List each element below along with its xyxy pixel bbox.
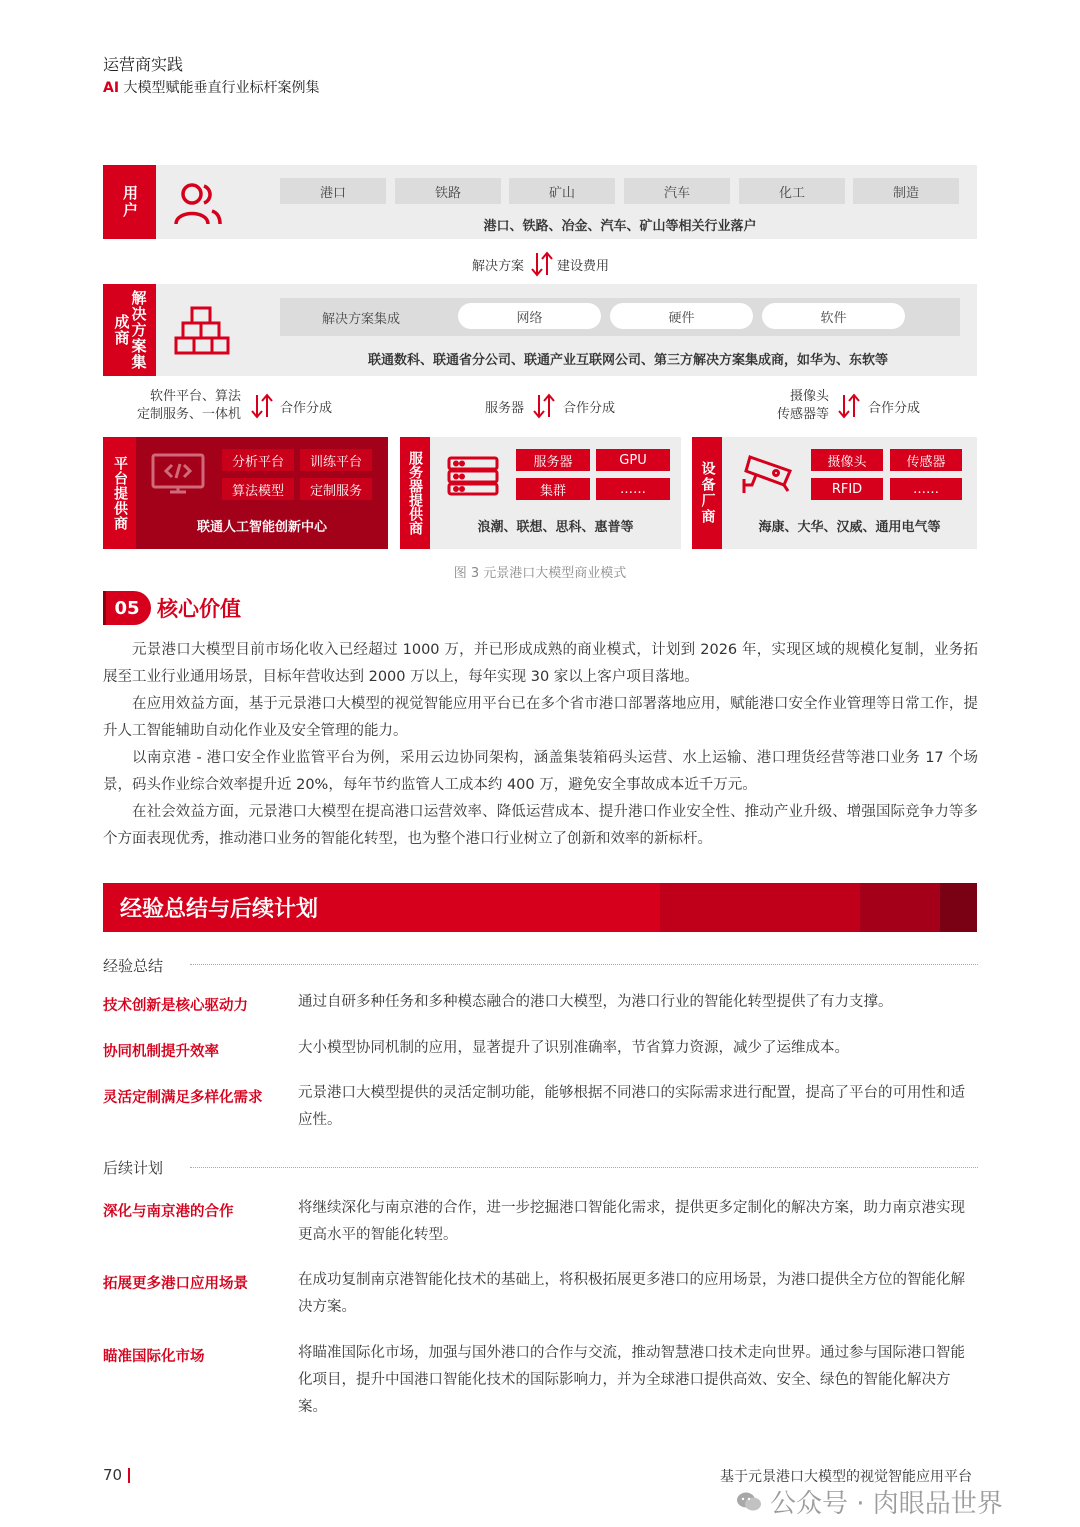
server-rack-icon (447, 456, 499, 500)
user-chip: 制造 (853, 178, 959, 204)
banner-accent (940, 883, 977, 932)
wechat-icon (736, 1491, 762, 1513)
server-chip: GPU (596, 449, 670, 471)
users-icon (172, 180, 224, 232)
paragraph: 元景港口大模型目前市场化收入已经超过 1000 万，并已形成成熟的商业模式，计划到 2026 年，实现区域的规模化复制，业务拓展至工业行业通用场景，目标年营收达到 2000 万以上，每年实现 30 家以上客户项目落地。 (103, 642, 978, 685)
integrators-label-text: 解决方案集成商 (112, 290, 148, 370)
paragraph: 在应用效益方面，基于元景港口大模型的视觉智能应用平台已在多个省市港口部署落地应用，赋能港口安全作业管理等日常工作，提升人工智能辅助自动化作业及安全管理的能力。 (103, 696, 978, 739)
cubes-icon (174, 305, 230, 359)
header-subtitle-text: 大模型赋能垂直行业标杆案例集 (123, 80, 320, 96)
section-title: 核心价值 (157, 597, 241, 621)
plan-key: 拓展更多港口应用场景 (103, 1276, 248, 1292)
code-monitor-icon (150, 452, 206, 502)
flow-solution-label: 解决方案 (471, 259, 524, 274)
platform-label (103, 437, 136, 549)
experience-value: 通过自研多种任务和多种模态融合的港口大模型，为港口行业的智能化转型提供了有力支撑。 (298, 994, 893, 1010)
user-chip: 化工 (739, 178, 845, 204)
devices-summary: 海康、大华、汉威、通用电气等 (758, 520, 941, 535)
flow-share-label: 合作分成 (280, 401, 333, 416)
user-chip: 汽车 (624, 178, 730, 204)
security-camera-icon (740, 451, 796, 501)
experience-key: 技术创新是核心驱动力 (103, 998, 248, 1014)
flow-device-line: 摄像头 传感器等 (776, 389, 829, 422)
plan-subtitle: 后续计划 (103, 1159, 164, 1177)
integration-pill: 硬件 (610, 303, 753, 329)
page-number-text: 70 (103, 1466, 123, 1484)
banner-title: 经验总结与后续计划 (120, 897, 319, 922)
section-number-badge (103, 591, 151, 625)
integration-pill: 网络 (458, 303, 601, 329)
platform-chip: 定制服务 (300, 478, 372, 500)
platform-chip: 分析平台 (222, 449, 294, 471)
page-number-bar (128, 1468, 130, 1483)
user-chip: 港口 (280, 178, 386, 204)
users-summary: 港口、铁路、冶金、汽车、矿山等相关行业落户 (483, 219, 757, 234)
servers-label-text: 服务器提供商 (407, 451, 423, 535)
watermark-text: 公众号 · 肉眼品世界 (770, 1489, 1003, 1519)
dotted-divider (190, 1167, 978, 1168)
integrators-summary: 联通数科、联通省分公司、联通产业互联网公司、第三方解决方案集成商，如华为、东软等 (367, 353, 888, 368)
plan-value: 将继续深化与南京港的合作，进一步挖掘港口智能化需求，提供更多定制化的解决方案，助力南京港实现更高水平的智能化转型。 (298, 1200, 965, 1243)
experience-subtitle: 经验总结 (103, 957, 164, 975)
integrators-label (103, 284, 156, 376)
header-title: 运营商实践 (103, 55, 184, 74)
section-accent-bar (103, 591, 106, 625)
flow-fee-label: 建设费用 (557, 259, 610, 274)
devices-label (692, 437, 722, 549)
plan-key: 瞄准国际化市场 (103, 1349, 205, 1365)
dotted-divider (190, 964, 978, 965)
experience-value: 大小模型协同机制的应用，显著提升了识别准确率，节省算力资源，减少了运维成本。 (298, 1040, 849, 1056)
paragraph: 在社会效益方面，元景港口大模型在提高港口运营效率、降低运营成本、提升港口作业安全性、推动产业升级、增强国际竞争力等多个方面表现优秀，推动港口业务的智能化转型，也为整个港口行业树立了创新和效率的新标杆。 (103, 804, 978, 847)
integration-pill: 软件 (762, 303, 905, 329)
up-down-arrows-icon (531, 251, 553, 281)
watermark (736, 1483, 1003, 1520)
flow-device-label (740, 388, 829, 424)
plan-value: 在成功复制南京港智能化技术的基础上，将积极拓展更多港口的应用场景，为港口提供全方位的智能化解决方案。 (298, 1272, 965, 1315)
ai-mark: AI (103, 80, 120, 96)
server-chip: …… (596, 478, 670, 500)
platform-chip: 算法模型 (222, 478, 294, 500)
page-number (103, 1466, 130, 1484)
users-label (103, 165, 156, 239)
experience-key: 灵活定制满足多样化需求 (103, 1090, 263, 1106)
up-down-arrows-icon (838, 393, 860, 423)
server-chip: 集群 (516, 478, 590, 500)
plan-key: 深化与南京港的合作 (103, 1204, 234, 1220)
platform-summary: 联通人工智能创新中心 (196, 520, 327, 535)
flow-share-label: 合作分成 (563, 401, 616, 416)
experience-value: 元景港口大模型提供的灵活定制功能，能够根据不同港口的实际需求进行配置，提高了平台的可用性和适应性。 (298, 1085, 965, 1128)
footer-title: 基于元景港口大模型的视觉智能应用平台 (720, 1469, 972, 1485)
up-down-arrows-icon (533, 393, 555, 423)
device-chip: 摄像头 (811, 449, 883, 471)
server-chip: 服务器 (516, 449, 590, 471)
paragraph: 以南京港 - 港口安全作业监管平台为例，采用云边协同架构，涵盖集装箱码头运营、水上运输、港口理货经营等港口业务 17 个场景，码头作业综合效率提升近 20%，每年节约监管人工成本约 400 万，避免安全事故成本近千万元。 (103, 750, 978, 793)
section-heading (103, 591, 241, 625)
platform-label-text: 平台提供商 (112, 455, 128, 531)
plan-value: 将瞄准国际化市场，加强与国外港口的合作与交流，推动智慧港口技术走向世界。通过参与国际港口智能化项目，提升中国港口智能化技术的国际影响力，并为全球港口提供高效、安全、绿色的智能化解决方案。 (298, 1345, 965, 1415)
servers-summary: 浪潮、联想、思科、惠普等 (477, 520, 634, 535)
integration-label: 解决方案集成 (322, 311, 401, 327)
section-number: 05 (114, 597, 140, 619)
users-label-text: 用户 (121, 185, 139, 219)
business-model-diagram (0, 0, 1080, 590)
user-chip: 铁路 (395, 178, 501, 204)
flow-share-label: 合作分成 (868, 401, 921, 416)
user-chip: 矿山 (509, 178, 615, 204)
device-chip: …… (890, 478, 962, 500)
devices-label-text: 设备厂商 (699, 461, 716, 525)
up-down-arrows-icon (251, 393, 273, 423)
figure-caption: 图 3 元景港口大模型商业模式 (453, 566, 627, 581)
experience-key: 协同机制提升效率 (103, 1044, 219, 1060)
flow-platform-label (110, 388, 241, 424)
servers-label (400, 437, 430, 549)
flow-server-label: 服务器 (484, 401, 524, 416)
flow-platform-line: 软件平台、算法 定制服务、一体机 (136, 389, 241, 422)
banner-accent (860, 883, 940, 932)
platform-chip: 训练平台 (300, 449, 372, 471)
banner-accent (660, 883, 860, 932)
device-chip: RFID (811, 478, 883, 500)
device-chip: 传感器 (890, 449, 962, 471)
